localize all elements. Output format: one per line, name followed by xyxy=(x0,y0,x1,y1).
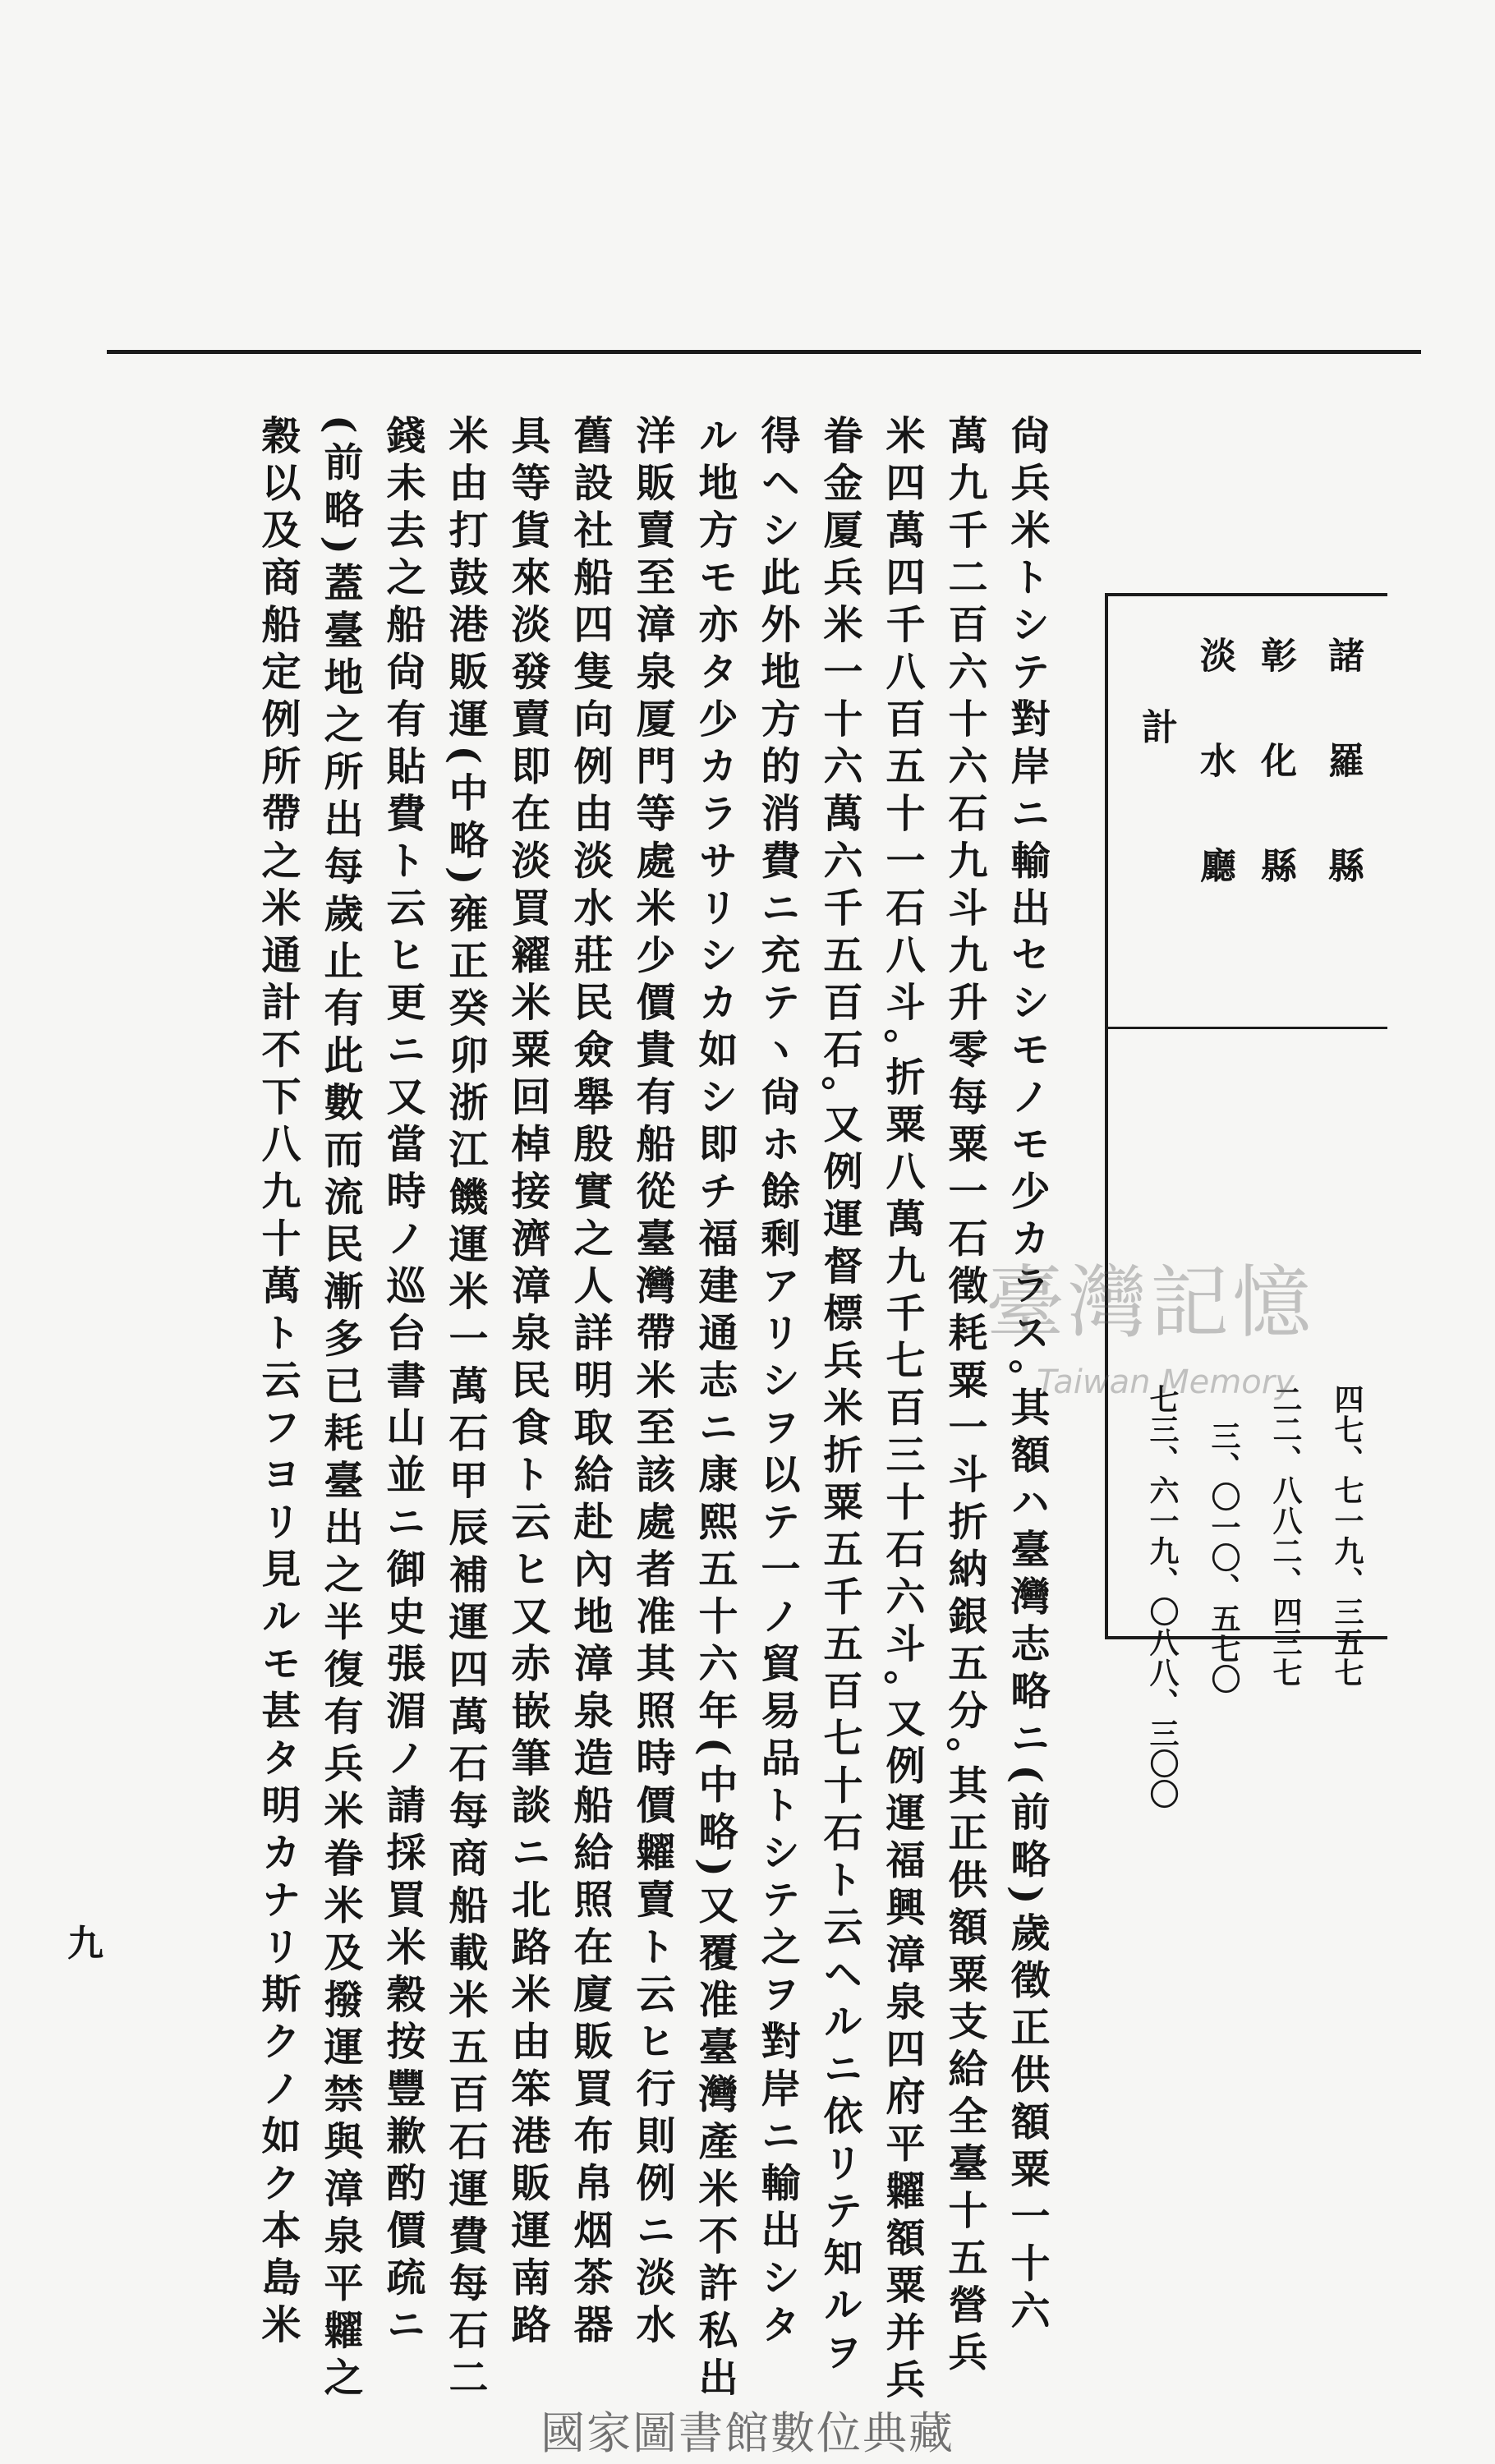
table-row-value: 四七、七一九、三五七 xyxy=(1330,1384,1364,1688)
text-column-6: ル地方モ亦タ少カラサリシカ如シ即チ福建通志ニ康熙五十六年(中略)又覆准臺灣產米不許私出 xyxy=(692,415,738,2404)
table-row-name: 諸羅縣 xyxy=(1322,637,1364,952)
text-column-13: 穀以及商船定例所帶之米通計不下八九十萬ト云フヨリ見ルモ甚タ明カナリ斯クノ如ク本島米 xyxy=(255,415,301,2351)
text-column-11: 錢未去之船尙有貼費ト云ヒ更ニ又當時ノ巡台書山並ニ御史張湄ノ請採買米穀按豐歉酌價疏ニ xyxy=(380,415,426,2351)
text-column-5: 得ヘシ此外地方的消費ニ充テヽ尙ホ餘剩アリシヲ以テ一ノ貿易品トシテ之ヲ對岸ニ輸出シタ xyxy=(754,415,800,2351)
text-column-1: 尙兵米トシテ對岸ニ輸出セシモノモ少カラス｡其額ハ臺灣志略ニ(前略)歲徵正供額粟一十六 xyxy=(1004,415,1050,2338)
table-row-value: 二二、八八二、四三七 xyxy=(1268,1384,1303,1688)
table-row-name: 計 xyxy=(1135,708,1177,744)
table-row-name: 淡水廳 xyxy=(1194,637,1235,952)
table-row-name: 彰化縣 xyxy=(1254,637,1296,952)
watermark-subtext: Taiwan Memory xyxy=(1037,1363,1295,1401)
taiwan-memory-watermark xyxy=(986,1240,1314,1404)
text-column-10: 米由打鼓港販運(中略)雍正癸卯浙江饑運米一萬石甲辰補運四萬石每商船載米五百石運費每石二 xyxy=(442,415,488,2404)
text-column-9: 具等貨來淡發賣即在淡買糴米粟回棹接濟漳泉民食ト云ヒ又赤嵌筆談ニ北路米由笨港販運南路 xyxy=(504,415,550,2351)
table-divider xyxy=(1105,1027,1387,1029)
footer-credit: 國家圖書館數位典藏 xyxy=(540,2407,954,2459)
text-column-2: 萬九千二百六十六石九斗九升零每粟一石徵耗粟一斗折納銀五分｡其正供額粟支給全臺十五營兵 xyxy=(941,415,987,2379)
page-number: 九 xyxy=(67,1923,104,1965)
watermark-text: 臺灣記憶 xyxy=(986,1257,1314,1349)
table-row-value: 三、〇一〇、五七〇 xyxy=(1207,1421,1241,1694)
text-column-3: 米四萬四千八百五十一石八斗｡折粟八萬九千七百三十石六斗｡又例運福興漳泉四府平糶額粟并兵 xyxy=(879,415,925,2407)
text-column-12: (前略)蓋臺地之所出每歲止有此數而流民漸多已耗臺出之半復有兵米眷米及撥運禁與漳泉平糶之 xyxy=(317,415,363,2404)
text-column-8: 舊設社船四隻向例由淡水莊民僉舉殷實之人詳明取給赴內地漳泉造船給照在廈販買布帛烟茶器 xyxy=(567,415,613,2351)
text-column-7: 洋販賣至漳泉厦門等處米少價貴有船從臺灣帶米至該處者准其照時價糶賣ト云ヒ行則例ニ淡水 xyxy=(629,415,675,2351)
top-rule xyxy=(107,350,1421,354)
table-row-value: 七三、六一九、〇八八、三〇〇 xyxy=(1145,1384,1180,1809)
text-column-4: 眷金厦兵米一十六萬六千五百石｡又例運督標兵米折粟五千五百七十石ト云ヘルニ依リテ知ルヲ xyxy=(816,415,862,2379)
